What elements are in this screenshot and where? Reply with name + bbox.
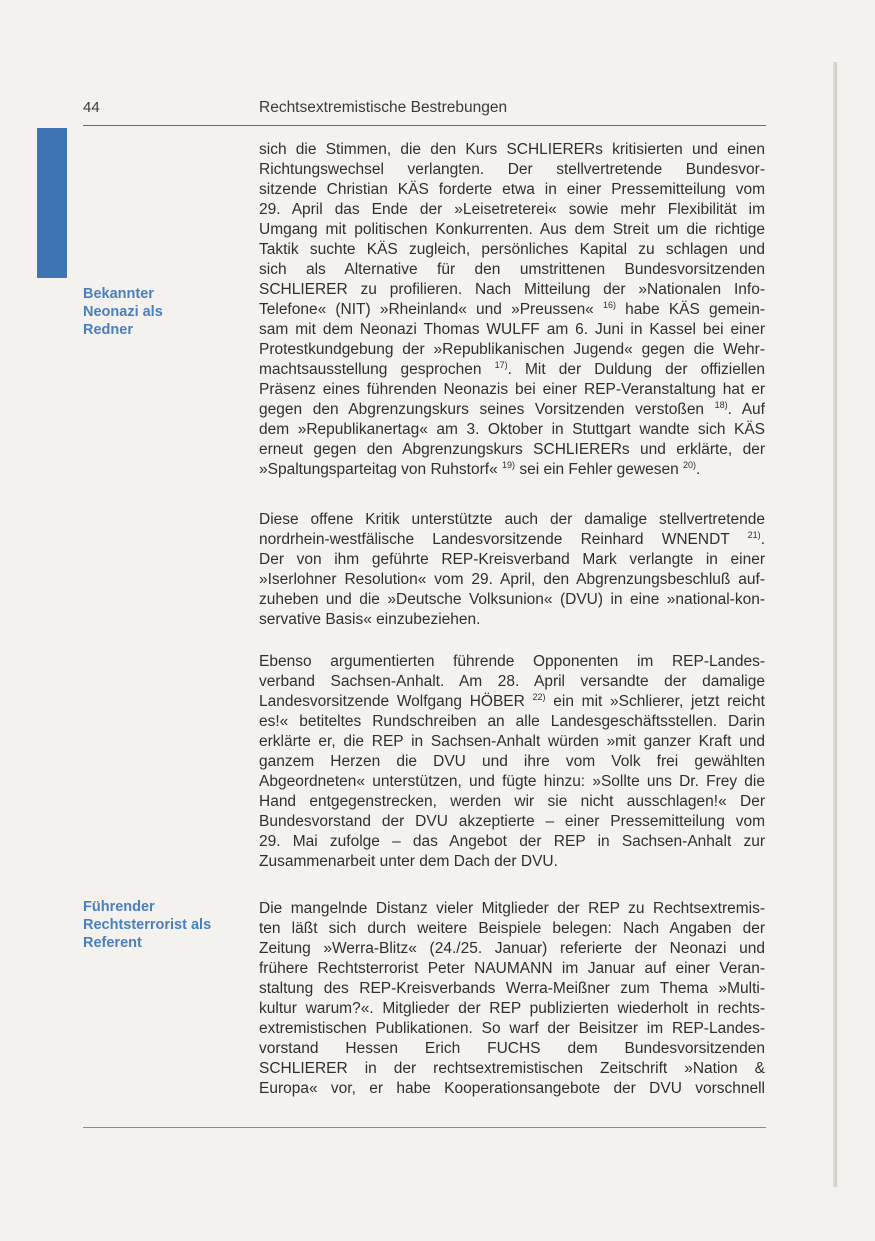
text-line: Ebenso argumentierten führende Opponenten im REP-Landes- [259, 653, 765, 670]
text-segment: Telefone« (NIT) »Rheinland« und »Preussen« [259, 301, 603, 318]
text-segment: nordrhein-westfälische Landesvorsitzende Reinhard WNENDT [259, 531, 748, 548]
text-segment: . [760, 531, 765, 548]
paragraph-1 [259, 140, 765, 480]
footer-rule [83, 1127, 766, 1128]
text-line: erklärte er, die REP in Sachsen-Anhalt würden »mit ganzer Kraft und [259, 733, 765, 750]
running-head: Rechtsextremistische Bestrebungen [259, 99, 508, 116]
text-line [259, 692, 765, 712]
footnote-ref: 16) [602, 299, 616, 310]
text-line: Richtungswechsel verlangten. Der stellvertretende Bundesvor- [259, 161, 765, 178]
text-line: zuheben und die »Deutsche Volksunion« (DVU) in eine »national-kon- [259, 591, 765, 608]
text-line [259, 460, 765, 480]
text-segment: . Auf [727, 401, 765, 418]
text-line: frühere Rechtsterrorist Peter NAUMANN im Januar auf einer Veran- [259, 960, 765, 977]
footnote-ref: 21) [747, 529, 761, 540]
text-line: vorstand Hessen Erich FUCHS dem Bundesvorsitzenden [259, 1040, 765, 1057]
text-segment: machtsausstellung gesprochen [259, 361, 495, 378]
paragraph-3 [259, 652, 765, 872]
text-line: sich die Stimmen, die den Kurs SCHLIERERs kritisierten und einen [259, 141, 765, 158]
text-line: Hand entgegenstrecken, werden wir sie nicht ausschlagen!« Der [259, 793, 765, 810]
text-line: Protestkundgebung der »Republikanischen Jugend« gegen die Wehr- [259, 341, 765, 358]
text-segment: . [696, 461, 701, 478]
text-line [259, 360, 765, 380]
text-line: ganzem Herzen die DVU und ihre vom Volk frei gewählten [259, 753, 765, 770]
text-line: Abgeordneten« unterstützen, und fügte hinzu: »Sollte uns Dr. Frey die [259, 773, 765, 790]
footnote-ref: 18) [714, 399, 728, 410]
text-line: Bundesvorstand der DVU akzeptierte – einer Pressemitteilung vom [259, 813, 765, 830]
text-line [259, 530, 765, 550]
text-line: Zeitung »Werra-Blitz« (24./25. Januar) referierte der Neonazi und [259, 940, 765, 957]
text-line: Europa« vor, er habe Kooperationsangebote der DVU vorschnell [259, 1080, 765, 1097]
text-line: extremistischen Publikationen. So warf der Beisitzer im REP-Landes- [259, 1020, 765, 1037]
text-line: erneut gegen den Abgrenzungskurs SCHLIERERs und erklärte, der [259, 441, 765, 458]
footnote-ref: 17) [494, 359, 508, 370]
margin-note-line: Redner [83, 322, 133, 338]
text-line: Zusammenarbeit unter dem Dach der DVU. [259, 853, 558, 870]
chapter-color-tab [37, 128, 67, 278]
text-line: SCHLIERER zu profilieren. Nach Mitteilung der »Nationalen Info- [259, 281, 765, 298]
text-segment: habe KÄS gemein- [616, 301, 765, 318]
text-line: sitzende Christian KÄS forderte etwa in einer Pressemitteilung vom [259, 181, 765, 198]
margin-note-neonazi-speaker [83, 285, 243, 339]
text-line: Präsenz eines führenden Neonazis bei einer REP-Veranstaltung hat er [259, 381, 765, 398]
text-segment: Landesvorsitzende Wolfgang HÖBER [259, 693, 533, 710]
text-line: sam mit dem Neonazi Thomas WULFF am 6. Juni in Kassel bei einer [259, 321, 765, 338]
text-segment: gegen den Abgrenzungskurs seines Vorsitzenden verstoßen [259, 401, 715, 418]
margin-note-rechtsterrorist-referent [83, 898, 243, 952]
margin-note-line: Referent [83, 935, 142, 951]
text-line: 29. Mai zufolge – das Angebot der REP in Sachsen-Anhalt zur [259, 833, 765, 850]
margin-note-line: Rechtsterrorist als [83, 917, 212, 933]
text-line: es!« betiteltes Rundschreiben an alle Landesgeschäftsstellen. Darin [259, 713, 765, 730]
margin-note-line: Bekannter [83, 286, 154, 302]
footnote-ref: 22) [532, 691, 546, 702]
text-line: »Iserlohner Resolution« vom 29. April, den Abgrenzungsbeschluß auf- [259, 571, 765, 588]
text-segment: sei ein Fehler gewesen [515, 461, 684, 478]
text-line: kultur warum?«. Mitglieder der REP publizierten wiederholt in rechts- [259, 1000, 765, 1017]
text-line: ten läßt sich durch weitere Beispiele belegen: Nach Angaben der [259, 920, 765, 937]
margin-note-line: Führender [83, 899, 155, 915]
text-line: dem »Republikanertag« am 3. Oktober in Stuttgart wandte sich KÄS [259, 421, 765, 438]
text-line: Diese offene Kritik unterstützte auch der damalige stellvertretende [259, 511, 765, 528]
text-line: SCHLIERER in der rechtsextremistischen Zeitschrift »Nation & [259, 1060, 765, 1077]
text-line: Umgang mit politischen Konkurrenten. Aus dem Streit um die richtige [259, 221, 765, 238]
paragraph-2 [259, 510, 765, 630]
text-line: sich als Alternative für den umstrittenen Bundesvorsitzenden [259, 261, 765, 278]
text-line: Taktik suchte KÄS zugleich, persönliches Kapital zu schlagen und [259, 241, 765, 258]
page-edge-shadow [833, 62, 837, 1187]
text-line: staltung des REP-Kreisverbands Werra-Meißner zum Thema »Multi- [259, 980, 765, 997]
margin-note-line: Neonazi als [83, 304, 163, 320]
text-line: Der von ihm geführte REP-Kreisverband Mark verlangte in einer [259, 551, 765, 568]
text-line [259, 400, 765, 420]
text-segment: . Mit der Duldung der offiziellen [507, 361, 765, 378]
text-line [259, 300, 765, 320]
text-line: Die mangelnde Distanz vieler Mitglieder der REP zu Rechtsextremis- [259, 900, 765, 917]
text-segment: ein mit »Schlierer, jetzt reicht [545, 693, 765, 710]
text-line: servative Basis« einzubeziehen. [259, 611, 481, 628]
page-number: 44 [83, 99, 100, 116]
paragraph-4 [259, 899, 765, 1099]
text-segment: »Spaltungsparteitag von Ruhstorf« [259, 461, 502, 478]
text-line: verband Sachsen-Anhalt. Am 28. April versandte der damalige [259, 673, 765, 690]
footnote-ref: 19) [502, 459, 516, 470]
header-rule [83, 125, 766, 126]
footnote-ref: 20) [683, 459, 697, 470]
text-line: 29. April das Ende der »Leisetreterei« sowie mehr Flexibilität im [259, 201, 765, 218]
